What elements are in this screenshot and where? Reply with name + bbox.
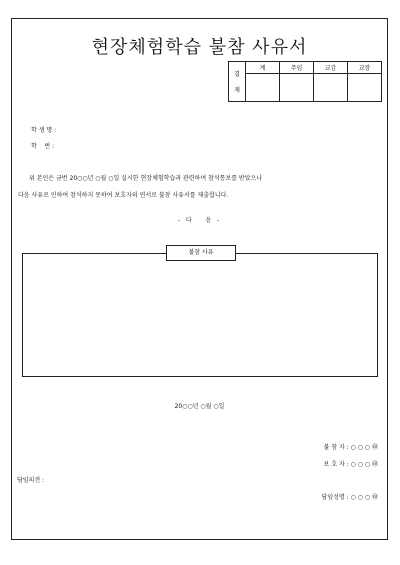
approval-side-label-1: 결 <box>234 71 240 78</box>
submission-date: 20○○년 ○월 ○일 <box>174 403 225 410</box>
reason-box-title: 불참 사유 <box>166 245 236 261</box>
teacher-signature: 담임성명 : ○ ○ ○ ㊞ <box>321 494 378 501</box>
approval-side-label-2: 재 <box>234 87 240 94</box>
student-name-label: 학 생 명 : <box>31 127 57 134</box>
approval-sign-cell[interactable] <box>314 74 348 102</box>
body-line-2: 다음 사유로 인하여 참석하지 못하여 보호자의 연서로 불참 사유서를 제출합니다. <box>18 192 229 199</box>
student-id-label: 학 번 : <box>31 143 55 150</box>
document-title: 현장체험학습 불참 사유서 <box>91 37 308 58</box>
approval-table <box>228 61 382 102</box>
absentee-signature: 불 참 자 : ○ ○ ○ ㊞ <box>323 444 378 451</box>
reason-box[interactable] <box>22 253 378 377</box>
teacher-opinion-label: 담임의견 : <box>17 477 45 484</box>
approval-col-header: 계 <box>246 62 280 74</box>
section-heading: - 다 음 - <box>177 217 222 224</box>
approval-col-header: 교장 <box>348 62 382 74</box>
approval-sign-cell[interactable] <box>280 74 314 102</box>
document-page <box>11 18 388 540</box>
body-line-1: 위 본인은 금번 20○○년 ○월 ○일 실시한 현장체험학습과 관련하여 참석통보를 받았으나 <box>29 175 263 182</box>
approval-side-label <box>229 62 246 102</box>
approval-col-header: 교감 <box>314 62 348 74</box>
approval-sign-cell[interactable] <box>348 74 382 102</box>
approval-col-header: 주임 <box>280 62 314 74</box>
approval-sign-cell[interactable] <box>246 74 280 102</box>
guardian-signature: 보 호 자 : ○ ○ ○ ㊞ <box>323 461 378 468</box>
